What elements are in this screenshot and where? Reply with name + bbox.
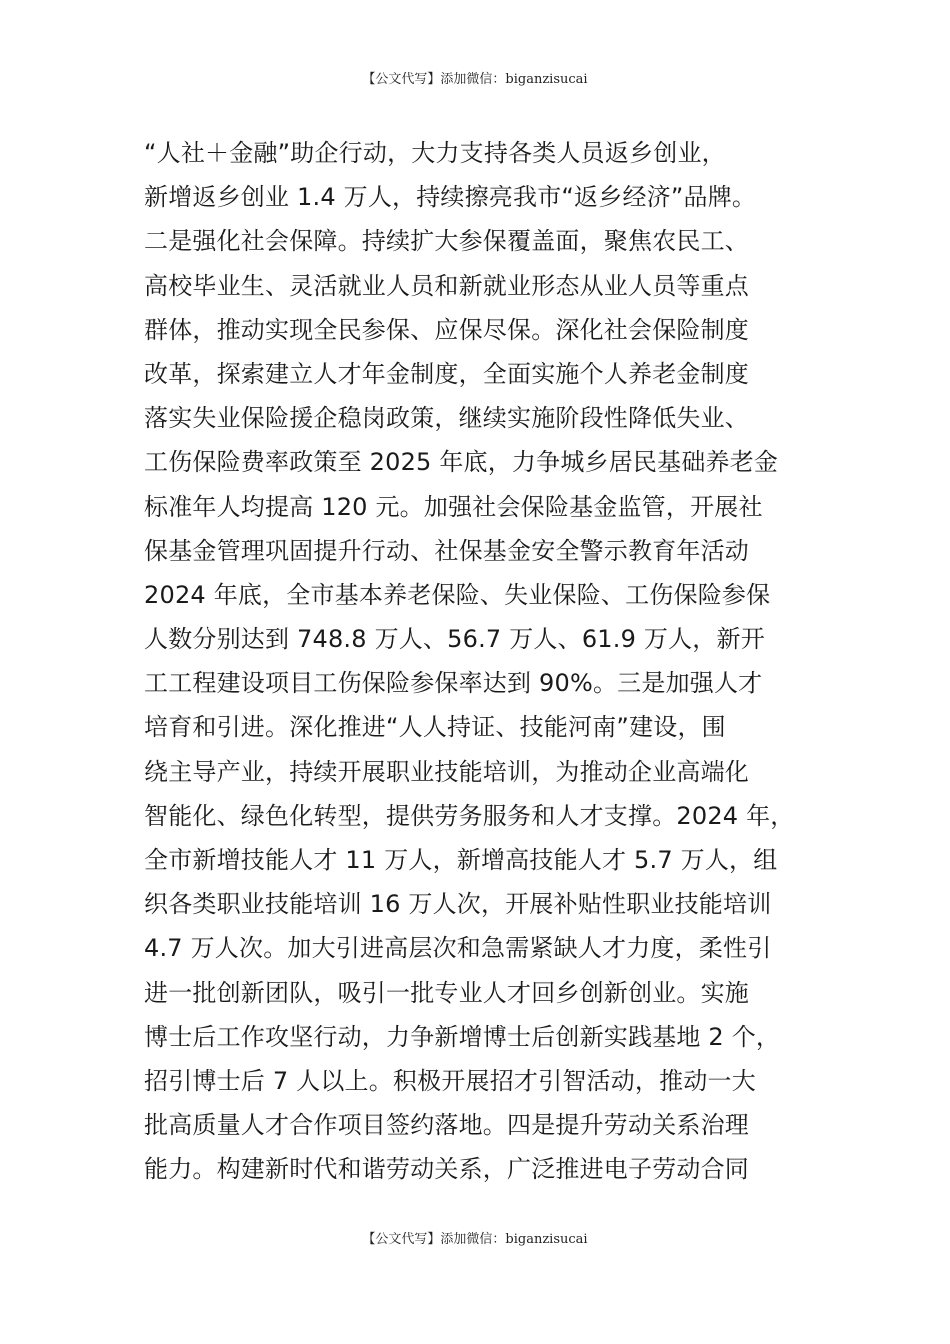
text-line: 二是强化社会保障。持续扩大参保覆盖面，聚焦农民工、 [144, 227, 749, 256]
text-line: 工伤保险费率政策至 2025 年底，力争城乡居民基础养老金 [144, 448, 779, 477]
text-line: 全市新增技能人才 11 万人，新增高技能人才 5.7 万人，组 [144, 846, 778, 874]
page-footer: 【公文代写】添加微信：biganzisucai [362, 1232, 588, 1247]
text-line: 标准年人均提高 120 元。加强社会保险基金监管，开展社 [144, 492, 763, 521]
text-line: 工工程建设项目工伤保险参保率达到 90%。三是加强人才 [144, 669, 763, 698]
text-line: 人数分别达到 748.8 万人、56.7 万人、61.9 万人，新开 [144, 625, 765, 654]
text-line: 保基金管理巩固提升行动、社保基金安全警示教育年活动 [144, 536, 749, 565]
text-line: 2024 年底，全市基本养老保险、失业保险、工伤保险参保 [144, 580, 771, 609]
text-line: 博士后工作攻坚行动，力争新增博士后创新实践基地 2 个， [144, 1022, 781, 1051]
text-line: 批高质量人才合作项目签约落地。四是提升劳动关系治理 [144, 1111, 749, 1140]
text-line: 培育和引进。深化推进“人人持证、技能河南”建设，围 [144, 713, 726, 742]
text-line: 织各类职业技能培训 16 万人次，开展补贴性职业技能培训 [144, 890, 772, 919]
text-line: “人社＋金融”助企行动，大力支持各类人员返乡创业， [144, 139, 726, 167]
text-line: 绕主导产业，持续开展职业技能培训，为推动企业高端化 [144, 757, 749, 786]
text-line: 能力。构建新时代和谐劳动关系，广泛推进电子劳动合同 [144, 1155, 749, 1184]
text-line: 新增返乡创业 1.4 万人，持续擦亮我市“返乡经济”品牌。 [144, 183, 757, 212]
text-line: 4.7 万人次。加大引进高层次和急需紧缺人才力度，柔性引 [144, 934, 772, 963]
text-line: 进一批创新团队，吸引一批专业人才回乡创新创业。实施 [144, 978, 749, 1007]
text-line: 智能化、绿色化转型，提供劳务服务和人才支撑。2024 年， [144, 801, 795, 830]
page-header: 【公文代写】添加微信：biganzisucai [362, 72, 588, 87]
text-line: 落实失业保险援企稳岗政策，继续实施阶段性降低失业、 [144, 404, 749, 433]
text-line: 高校毕业生、灵活就业人员和新就业形态从业人员等重点 [144, 271, 749, 300]
text-line: 招引博士后 7 人以上。积极开展招才引智活动，推动一大 [144, 1066, 756, 1095]
document-body [144, 131, 844, 1192]
text-line: 改革，探索建立人才年金制度，全面实施个人养老金制度 [144, 359, 749, 388]
text-line: 群体，推动实现全民参保、应保尽保。深化社会保险制度 [144, 315, 749, 344]
